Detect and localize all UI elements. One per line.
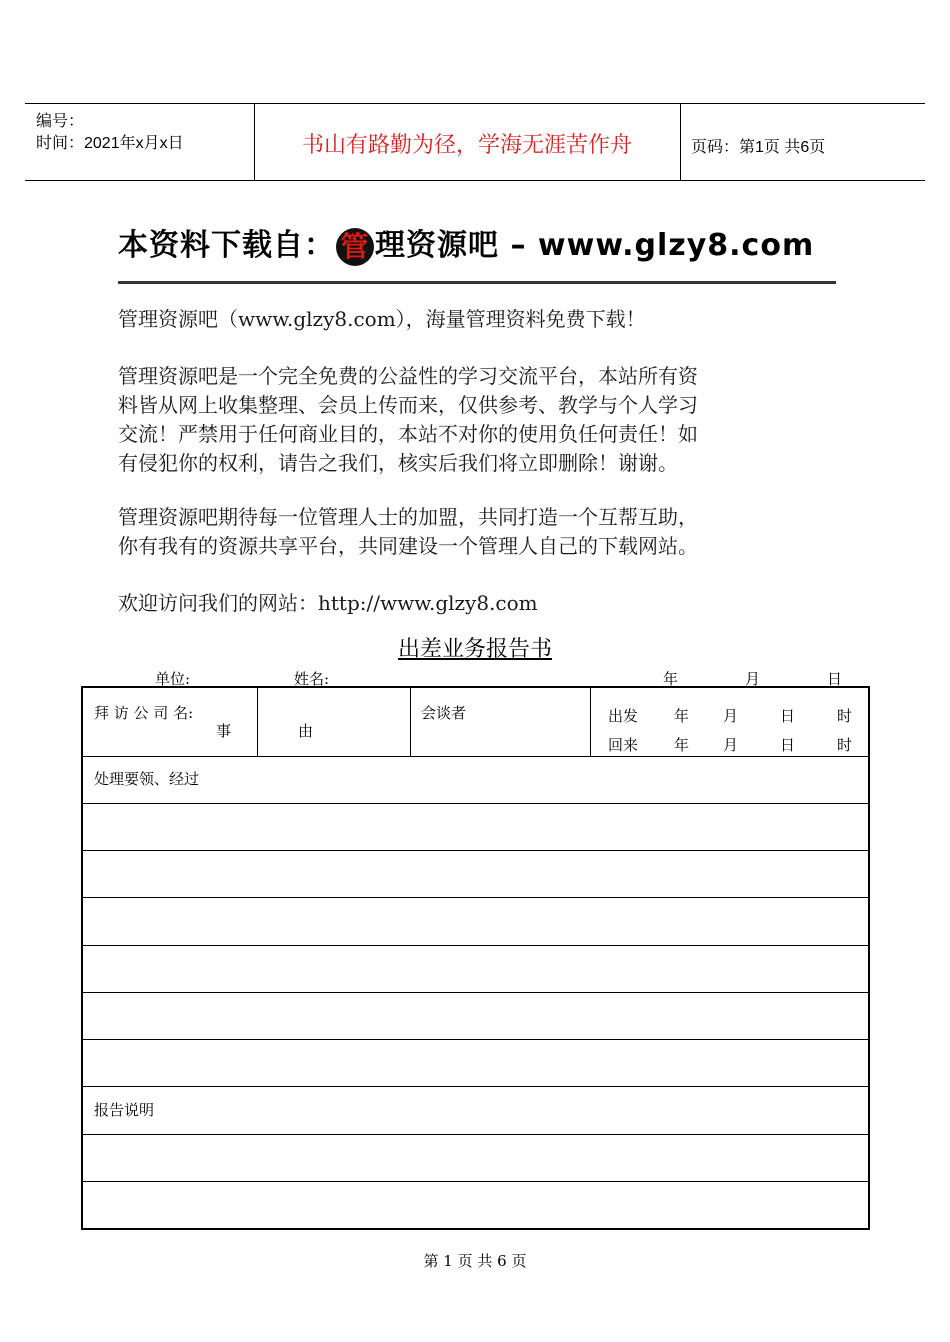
- intro-paragraph: 管理资源吧（www.glzy8.com），海量管理资料免费下载！: [118, 307, 646, 331]
- description-line: 有侵犯你的权利，请告之我们，核实后我们将立即删除！谢谢。: [118, 451, 678, 475]
- website-link[interactable]: 欢迎访问我们的网站：http://www.glzy8.com: [118, 591, 538, 615]
- site-logo-icon: 管: [336, 228, 374, 266]
- header-top-rule: [25, 103, 925, 104]
- page-footer: 第 1 页 共 6 页: [423, 1252, 527, 1270]
- date-day-label: 日: [827, 670, 843, 688]
- report-form-table: [81, 686, 870, 1230]
- row1-divider: [590, 688, 591, 756]
- description-line: 管理资源吧是一个完全免费的公益性的学习交流平台，本站所有资: [118, 364, 698, 388]
- description-paragraph: [118, 362, 698, 478]
- invitation-line: 你有我有的资源共享平台，共同建设一个管理人自己的下载网站。: [118, 534, 698, 558]
- reason-label-you: 由: [298, 722, 314, 740]
- row-line: [83, 992, 868, 993]
- return-hour: 时: [837, 736, 853, 754]
- row1-divider: [257, 688, 258, 756]
- form-title: 出差业务报告书: [397, 637, 552, 662]
- row-line: [83, 1039, 868, 1040]
- invitation-paragraph: [118, 503, 698, 561]
- header-motto: 书山有路勤为径，学海无涯苦作舟: [301, 133, 632, 158]
- header-bottom-rule: [25, 180, 925, 181]
- return-label: 回来: [608, 736, 639, 754]
- row-line: [83, 1134, 868, 1135]
- depart-day: 日: [780, 707, 796, 725]
- description-line: 料皆从网上收集整理、会员上传而来，仅供参考、教学与个人学习: [118, 393, 698, 417]
- depart-hour: 时: [837, 707, 853, 725]
- depart-label: 出发: [608, 707, 639, 725]
- description-line: 交流！严禁用于任何商业目的，本站不对你的使用负任何责任！如: [118, 422, 698, 446]
- row-line: [83, 756, 868, 757]
- banner-rule: [118, 281, 836, 284]
- row-line: [83, 850, 868, 851]
- report-label: 报告说明: [94, 1101, 155, 1119]
- banner-site-name: 理资源吧: [375, 228, 499, 263]
- row-line: [83, 1086, 868, 1087]
- return-month: 月: [723, 736, 739, 754]
- name-label: 姓名:: [294, 670, 330, 688]
- process-label: 处理要领、经过: [94, 770, 200, 788]
- return-year: 年: [674, 736, 690, 754]
- row1-divider: [410, 688, 411, 756]
- banner-prefix: 本资料下载自：: [118, 228, 335, 263]
- download-banner: [118, 220, 814, 266]
- visit-company-label: 拜 访 公 司 名:: [94, 704, 194, 722]
- row-line: [83, 803, 868, 804]
- doc-time-label: 时间：2021年x月x日: [36, 135, 184, 152]
- header-page-info: 页码：第1页 共6页: [691, 139, 826, 156]
- interviewee-label: 会谈者: [421, 704, 467, 722]
- banner-url: – www.glzy8.com: [499, 228, 815, 263]
- depart-month: 月: [723, 707, 739, 725]
- return-day: 日: [780, 736, 796, 754]
- row-line: [83, 945, 868, 946]
- invitation-line: 管理资源吧期待每一位管理人士的加盟，共同打造一个互帮互助，: [118, 505, 698, 529]
- reason-label-shi: 事: [216, 722, 232, 740]
- row-line: [83, 1181, 868, 1182]
- date-month-label: 月: [745, 670, 761, 688]
- unit-label: 单位:: [155, 670, 191, 688]
- header-divider-right: [680, 103, 681, 180]
- date-year-label: 年: [663, 670, 679, 688]
- row-line: [83, 897, 868, 898]
- doc-number-label: 编号：: [36, 113, 85, 130]
- depart-year: 年: [674, 707, 690, 725]
